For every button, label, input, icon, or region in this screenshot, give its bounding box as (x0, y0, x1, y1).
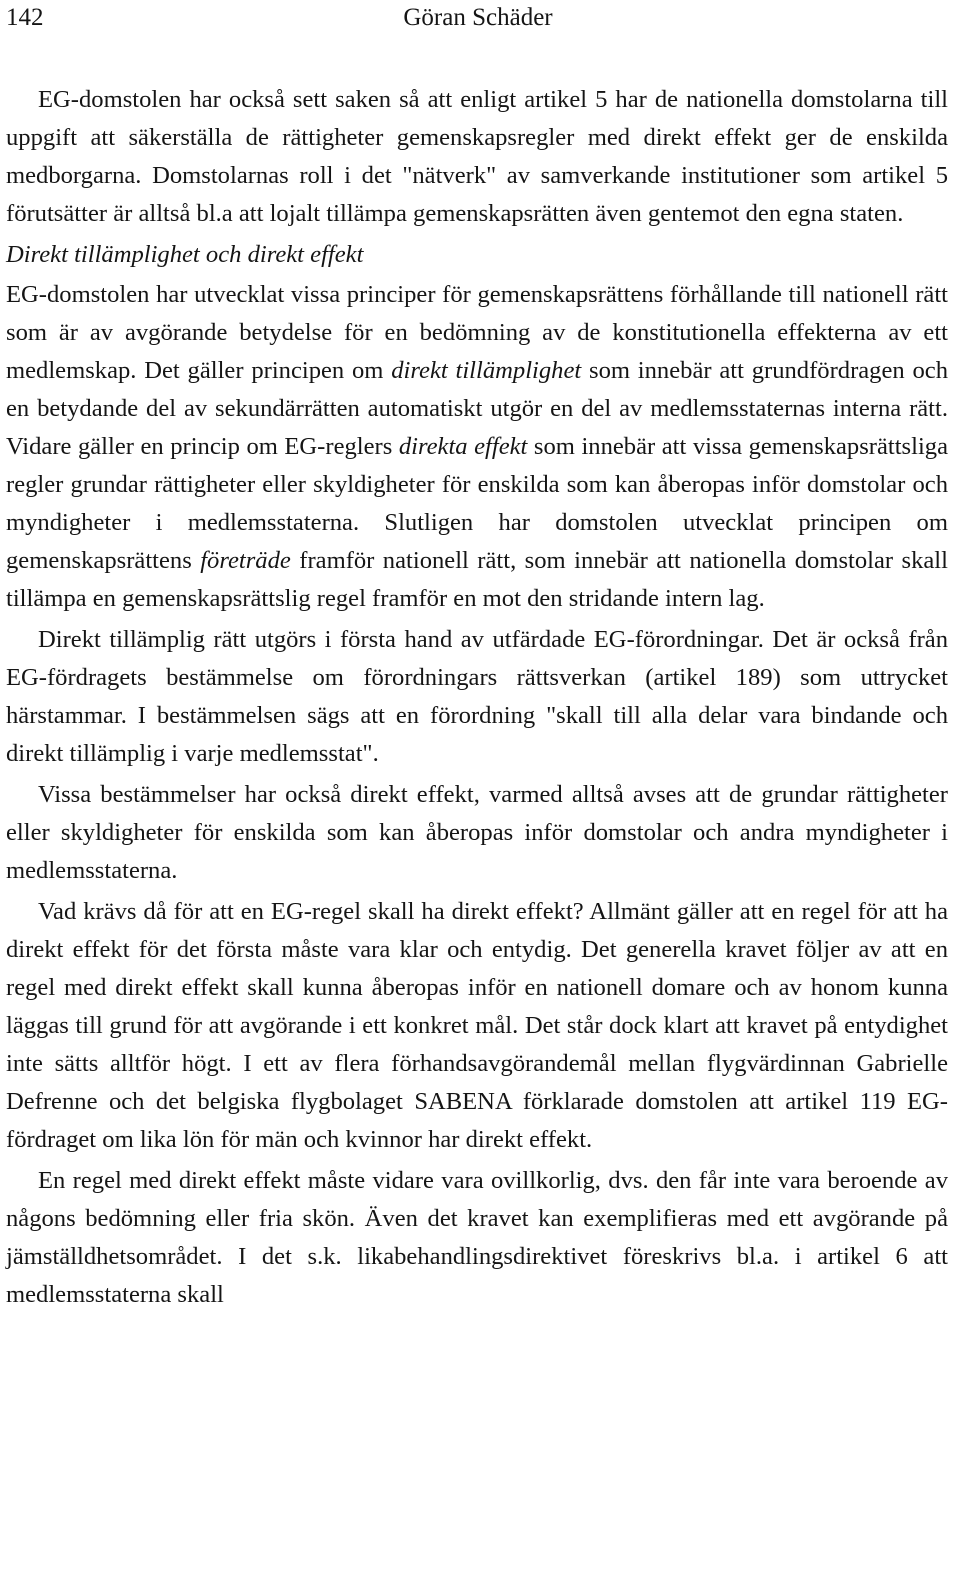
paragraph-2-emphasis-primacy: företräde (200, 547, 291, 574)
paragraph-5: Vad krävs då för att en EG-regel skall ha direkt effekt? Allmänt gäller att en regel för att ha direkt effekt för det första måste vara klar och entydig. Det generella kravet följer av att en regel med direkt effekt skall kunna åberopas inför en nationell domare och av honom kunna läggas till grund för att avgörande i ett konkret mål. Det står dock klart att kravet på entydighet inte sätts alltför högt. I ett av flera förhandsavgörandemål mellan flygvärdinnan Gabrielle Defrenne och det belgiska flygbolaget SABENA förklarade domstolen att artikel 119 EG-fördraget om lika lön för män och kvinnor har direkt effekt. (6, 898, 948, 1153)
paragraph-4: Vissa bestämmelser har också direkt effekt, varmed alltså avses att de grundar rättigheter eller skyldigheter för enskilda som kan åberopas inför domstolar och andra myndigheter i medlemsstaterna. (6, 781, 948, 884)
paragraph-2-emphasis-direct-effect: direkta effekt (398, 433, 528, 460)
body-text (6, 81, 948, 1314)
paragraph-2-part-b: som innebär att grundfördragen och en betydande del av sekundärrätten automatiskt utgör en del av medlemsstaternas interna rätt. Vidare gäller en princip om EG-reglers (6, 357, 948, 460)
page-number: 142 (6, 4, 44, 31)
paragraph-2-emphasis-direct-applicability: direkt tillämplighet (391, 357, 582, 384)
paragraph-2-part-c: som innebär att vissa gemenskapsrättsliga regler grundar rättigheter eller skyldigheter för enskilda som kan åberopas inför domstolar och myndigheter i medlemsstaterna. Slutligen har domstolen utvecklat principen om gemenskapsrättens (6, 433, 948, 574)
running-header (6, 0, 950, 36)
paragraph-6: En regel med direkt effekt måste vidare vara ovillkorlig, dvs. den får inte vara beroende av någons bedömning eller fria skön. Även det kravet kan exemplifieras med ett avgörande på jämställdhetsområdet. I det s.k. likabehandlingsdirektivet föreskrivs bl.a. i artikel 6 att medlemsstaterna skall (6, 1167, 948, 1308)
paragraph-2-part-d: framför nationell rätt, som innebär att nationella domstolar skall tillämpa en gemenskapsrättslig regel framför en mot den stridande intern lag. (6, 547, 948, 612)
running-head-author: Göran Schäder (403, 4, 553, 31)
paragraph-1: EG-domstolen har också sett saken så att enligt artikel 5 har de nationella domstolarna till uppgift att säkerställa de rättigheter gemenskapsregler med direkt effekt ger de enskilda medborgarna. Domstolarnas roll i det "nätverk" av samverkande institutioner som artikel 5 förutsätter är alltså bl.a att lojalt tillämpa gemenskapsrätten även gentemot den egna staten. (6, 86, 948, 227)
section-subheading: Direkt tillämplighet och direkt effekt (6, 241, 364, 268)
paragraph-3: Direkt tillämplig rätt utgörs i första hand av utfärdade EG-förordningar. Det är också från EG-fördragets bestämmelse om förordningars rättsverkan (artikel 189) som uttrycket härstammar. I bestämmelsen sägs att en förordning "skall till alla delar vara bindande och direkt tillämplig i varje medlemsstat". (6, 626, 948, 767)
paragraph-2 (6, 276, 948, 618)
paragraph-2-part-a: EG-domstolen har utvecklat vissa principer för gemenskapsrättens förhållande till nationell rätt som är av avgörande betydelse för en bedömning av de konstitutionella effekterna av ett medlemskap. Det gäller principen om (6, 281, 948, 384)
